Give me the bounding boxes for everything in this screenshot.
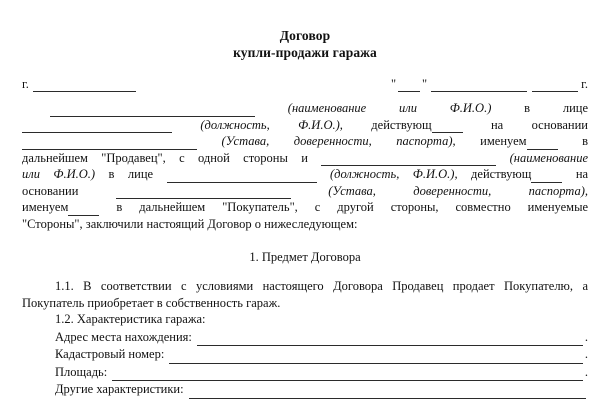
buyer-position-blank-rule[interactable] bbox=[167, 171, 317, 183]
garage-characteristics-list bbox=[22, 329, 588, 399]
characteristic-input-address[interactable] bbox=[197, 334, 583, 346]
city-label: г. bbox=[22, 77, 29, 91]
buyer-basis-label: основании bbox=[22, 183, 79, 198]
section-1-heading: 1. Предмет Договора bbox=[249, 250, 361, 264]
seller-name-hint: (наименование или Ф.И.О.) bbox=[287, 101, 492, 115]
buyer-name-hint: (наименование bbox=[509, 150, 589, 165]
characteristic-label-cadastral-number: Кадастровый номер: bbox=[55, 347, 165, 361]
clause-1-1: 1.1. В соответствии с условиями настоящего Договора Продавец продает Покупателю, а Покупатель приобретает в собственность гараж. bbox=[22, 279, 588, 310]
seller-basis-hint: (Устава, доверенности, паспорта), bbox=[221, 134, 456, 148]
buyer-basis-hint: (Устава, доверенности, паспорта), bbox=[328, 183, 589, 198]
seller-designation-text: дальнейшем "Продавец", с одной стороны и bbox=[22, 150, 308, 165]
intro-line-1 bbox=[22, 100, 588, 117]
intro-line-6 bbox=[22, 183, 588, 200]
city-and-date-row bbox=[22, 77, 588, 92]
seller-acting-label: действующ bbox=[371, 117, 432, 132]
buyer-named-blank-rule[interactable] bbox=[68, 204, 99, 216]
year-suffix-label: г. bbox=[581, 77, 588, 91]
title-line-primary: Договор bbox=[279, 28, 331, 43]
quote-open: " bbox=[390, 77, 397, 91]
seller-named-blank-rule[interactable] bbox=[527, 138, 558, 150]
parties-intro-paragraph bbox=[22, 100, 588, 232]
intro-line-5-end: на bbox=[575, 167, 589, 181]
buyer-named-label: именуем bbox=[22, 200, 69, 214]
characteristic-input-cadastral-number[interactable] bbox=[169, 352, 583, 364]
date-field bbox=[390, 77, 588, 92]
seller-named-label: именуем bbox=[480, 134, 527, 148]
characteristic-terminator-area: . bbox=[584, 364, 588, 379]
intro-line-8: "Стороны", заключили настоящий Договор о нижеследующем: bbox=[22, 216, 358, 231]
characteristic-input-area[interactable] bbox=[112, 369, 583, 381]
characteristic-input-other[interactable] bbox=[189, 387, 586, 399]
buyer-acting-blank-rule[interactable] bbox=[531, 171, 562, 183]
characteristic-row-cadastral-number bbox=[55, 346, 588, 364]
buyer-name-blank-rule[interactable] bbox=[321, 154, 496, 166]
buyer-position-hint: (должность, Ф.И.О.), bbox=[330, 167, 458, 181]
buyer-basis-blank-rule[interactable] bbox=[116, 187, 291, 199]
buyer-designation-text: в дальнейшем "Покупатель", с другой стороны, совместно именуемые bbox=[116, 200, 589, 214]
buyer-inperson-label: в лице bbox=[108, 167, 154, 181]
characteristic-label-other: Другие характеристики: bbox=[55, 382, 184, 396]
title-line-secondary: купли-продажи гаража bbox=[233, 45, 377, 60]
characteristic-row-area bbox=[55, 364, 588, 382]
seller-acting-blank-rule[interactable] bbox=[432, 121, 463, 133]
seller-basis-blank-rule[interactable] bbox=[22, 138, 197, 150]
quote-close: " bbox=[422, 77, 428, 91]
characteristic-terminator-address: . bbox=[584, 329, 588, 344]
characteristic-row-address bbox=[55, 329, 588, 347]
buyer-name-hint-cont: или Ф.И.О.) bbox=[22, 167, 96, 181]
year-blank-rule[interactable] bbox=[532, 80, 578, 92]
intro-line-5 bbox=[22, 166, 588, 183]
buyer-acting-label: действующ bbox=[471, 167, 532, 181]
intro-line-3-tail: в bbox=[582, 134, 589, 148]
characteristic-terminator-cadastral-number: . bbox=[584, 347, 588, 361]
characteristic-label-area: Площадь: bbox=[55, 364, 108, 379]
intro-line-4 bbox=[22, 150, 588, 167]
clause-1-2: 1.2. Характеристика гаража: bbox=[55, 312, 206, 326]
intro-line-3 bbox=[22, 133, 588, 150]
seller-name-blank-rule[interactable] bbox=[50, 105, 255, 117]
intro-line-2-tail: на основании bbox=[490, 117, 588, 132]
seller-position-blank-rule[interactable] bbox=[22, 121, 172, 133]
city-blank-rule[interactable] bbox=[33, 80, 136, 92]
characteristic-label-address: Адрес места нахождения: bbox=[55, 329, 192, 344]
day-blank-rule[interactable] bbox=[398, 80, 420, 92]
seller-position-hint: (должность, Ф.И.О.), bbox=[200, 117, 343, 132]
city-field bbox=[22, 77, 136, 92]
characteristic-row-other bbox=[55, 381, 588, 399]
intro-line-2 bbox=[22, 117, 588, 134]
document-title bbox=[22, 0, 588, 61]
intro-line-7 bbox=[22, 199, 588, 216]
intro-line-1-tail: в лице bbox=[524, 101, 589, 115]
month-blank-rule[interactable] bbox=[431, 80, 527, 92]
